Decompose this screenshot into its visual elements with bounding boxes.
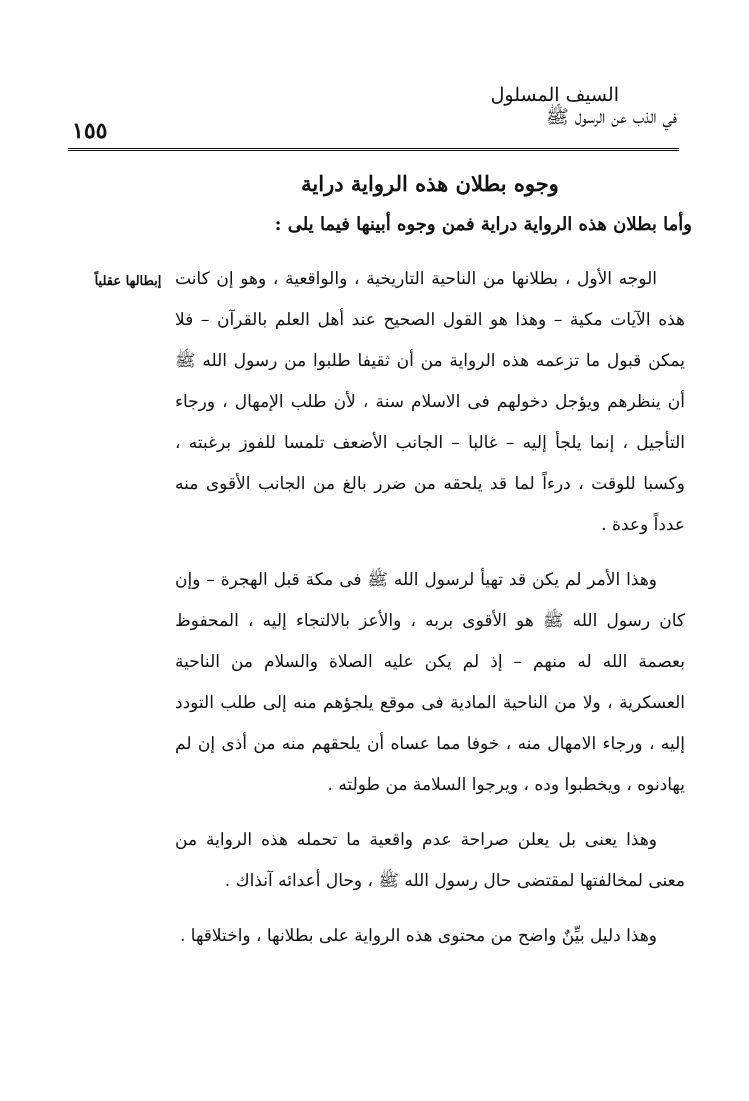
- header-title-line1: السيف المسلول: [490, 84, 619, 106]
- paragraph-1: الوجه الأول ، بطلانها من الناحية التاريخية ، والواقعية ، وهو إن كانت هذه الآيات مكية – وهذا هو القول الصحيح عند أهل العلم بالقرآن – فلا يمكن قبول ما تزعمه هذه الرواية من أن ثقيفا طلبوا من رسول الله ﷺ أن ينظرهم ويؤجل دخولهم فى الاسلام سنة ، لأن طلب الإمهال ، ورجاء التأجيل ، إنما يلجأ إليه – غالبا – الجانب الأضعف تلمسا للفوز برغبته ، وكسبا للوقت ، درءاً لما قد يلحقه من ضرر بالغ من الجانب الأقوى منه عدداً وعدة .: [175, 269, 685, 535]
- paragraph-4: وهذا دليل بيِّنٌ واضح من محتوى هذه الرواية على بطلانها ، واختلاقها .: [179, 926, 657, 946]
- intro-line: وأما بطلان هذه الرواية دراية فمن وجوه أبينها فيما يلى :: [274, 214, 692, 235]
- header-divider: [68, 148, 679, 151]
- page-body: [175, 155, 692, 971]
- section-heading: وجوه بطلان هذه الرواية دراية: [301, 171, 559, 196]
- header-title-line2: في الذب عن الرسول ﷺ: [545, 106, 677, 128]
- paragraph-2: وهذا الأمر لم يكن قد تهيأ لرسول الله ﷺ فى مكة قبل الهجرة – وإن كان رسول الله ﷺ هو الأقوى بربه ، والأعز بالالتجاء إليه ، المحفوظ بعصمة الله له منهم – إذ لم يكن عليه الصلاة والسلام من الناحية العسكرية ، ولا من الناحية المادية فى موقع يلجؤهم منه إلى طلب التودد إليه ، ورجاء الامهال منه ، خوفا مما عساه أن يلحقهم منه من أذى إن لم يهادنوه ، ويخطبوا وده ، ويرجوا السلامة من طولته .: [175, 570, 685, 795]
- running-header: [357, 84, 677, 128]
- page-number: ١٥٥: [72, 118, 108, 144]
- margin-note: إبطالها عقلياً: [94, 274, 162, 289]
- paragraph-3: وهذا يعنى بل يعلن صراحة عدم واقعية ما تحمله هذه الرواية من معنى لمخالفتها لمقتضى حال رسول الله ﷺ ، وحال أعدائه آنذاك .: [175, 830, 685, 891]
